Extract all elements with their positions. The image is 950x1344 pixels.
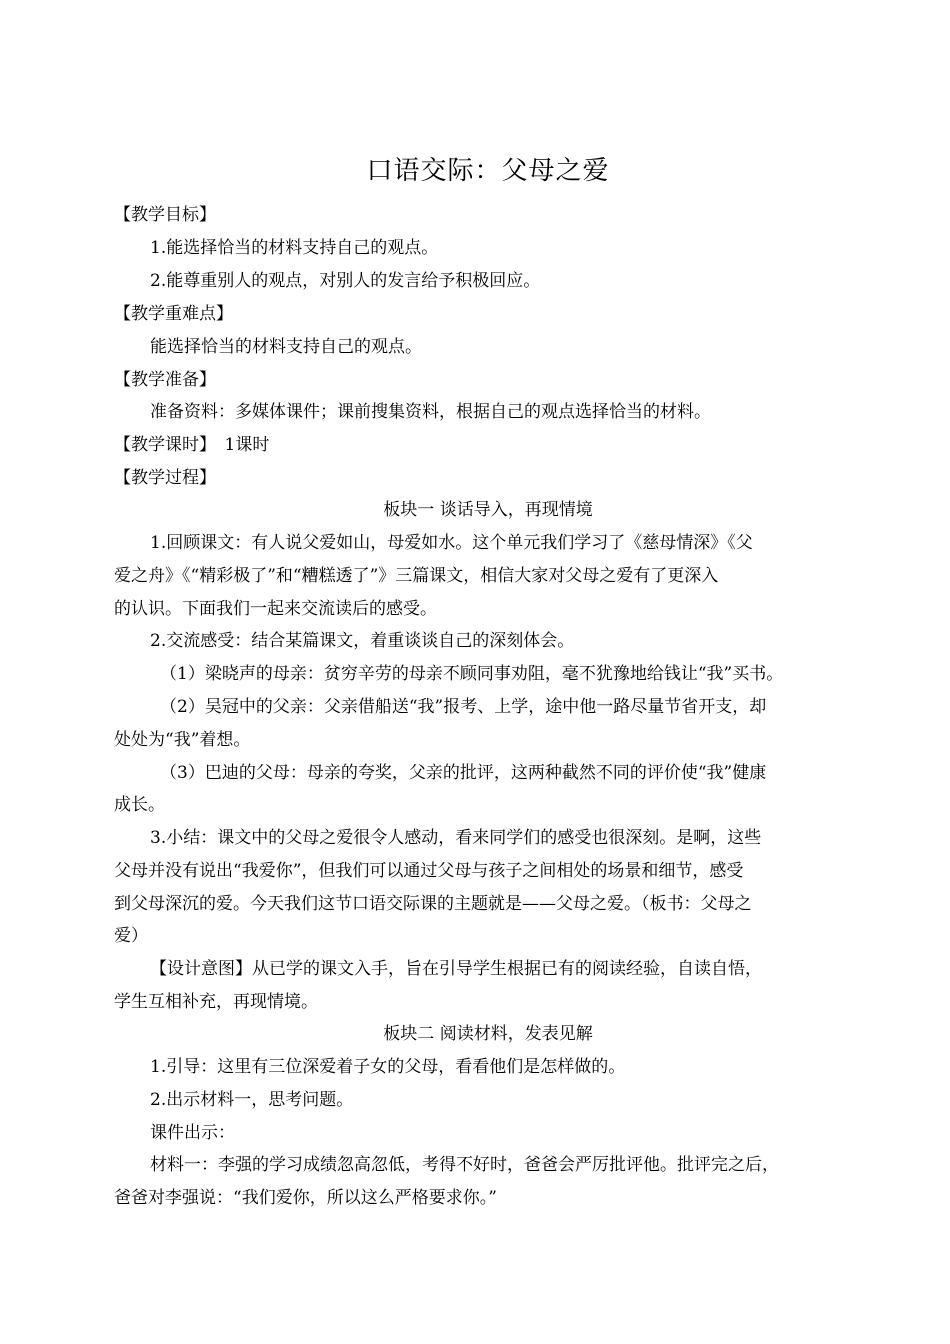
- design-intent: 【设计意图】从已学的课文入手，旨在引导学生根据已有的阅读经验，自读自悟，: [150, 959, 762, 979]
- goals-heading: 【教学目标】: [114, 205, 216, 225]
- key-points-text: 能选择恰当的材料支持自己的观点。: [150, 337, 422, 357]
- list-item: （2）吴冠中的父亲：父亲借船送“我”报考、上学，途中他一路尽量节省开支，却: [160, 697, 767, 717]
- block-1-summary-cont: 爱）: [114, 926, 148, 946]
- block-1-summary-cont: 到父母深沉的爱。今天我们这节口语交际课的主题就是——父母之爱。（板书：父母之: [114, 894, 752, 914]
- block-2-paragraph-2: 2.出示材料一，思考问题。: [150, 1090, 354, 1110]
- block-1-paragraph-1: 1.回顾课文：有人说父爱如山，母爱如水。这个单元我们学习了《慈母情深》《父: [150, 533, 753, 553]
- page-title: 口语交际：父母之爱: [366, 156, 610, 186]
- preparation-text: 准备资料：多媒体课件；课前搜集资料，根据自己的观点选择恰当的材料。: [150, 402, 711, 422]
- block-1-paragraph-1-cont: 爱之舟》《“精彩极了”和“糟糕透了”》三篇课文，相信大家对父母之爱有了更深入: [114, 566, 719, 586]
- block-1-summary-cont: 父母并没有说出“我爱你”，但我们可以通过父母与孩子之间相处的场景和细节，感受: [114, 861, 744, 881]
- block-2-paragraph-1: 1.引导：这里有三位深爱着子女的父母，看看他们是怎样做的。: [150, 1057, 626, 1077]
- goal-2: 2.能尊重别人的观点，对别人的发言给予积极回应。: [150, 271, 541, 291]
- material-1-cont: 爸爸对李强说：“我们爱你，所以这么严格要求你。”: [114, 1188, 497, 1208]
- block-2-heading: 板块二 阅读材料，发表见解: [383, 1024, 593, 1044]
- block-1-summary: 3.小结：课文中的父母之爱很令人感动，看来同学们的感受也很深刻。是啊，这些: [150, 828, 762, 848]
- goal-1: 1.能选择恰当的材料支持自己的观点。: [150, 238, 439, 258]
- process-heading: 【教学过程】: [114, 468, 216, 488]
- preparation-heading: 【教学准备】: [114, 370, 216, 390]
- block-2-paragraph-3: 课件出示：: [150, 1123, 235, 1143]
- key-points-heading: 【教学重难点】: [114, 304, 233, 324]
- list-item: （3）巴迪的父母：母亲的夸奖，父亲的批评，这两种截然不同的评价使“我”健康: [160, 763, 767, 783]
- material-1: 材料一：李强的学习成绩忽高忽低，考得不好时，爸爸会严厉批评他。批评完之后，: [150, 1155, 779, 1175]
- block-1-heading: 板块一 谈话导入，再现情境: [383, 500, 593, 520]
- list-item: （1）梁晓声的母亲：贫穷辛劳的母亲不顾同事劝阻，毫不犹豫地给钱让“我”买书。: [160, 664, 784, 684]
- lesson-time: 【教学课时】 1课时: [114, 435, 270, 455]
- list-item-cont: 成长。: [114, 795, 165, 815]
- block-1-paragraph-2: 2.交流感受：结合某篇课文，着重谈谈自己的深刻体会。: [150, 631, 575, 651]
- list-item-cont: 处处为“我”着想。: [114, 730, 251, 750]
- design-intent-cont: 学生互相补充，再现情境。: [114, 992, 318, 1012]
- block-1-paragraph-1-cont: 的认识。下面我们一起来交流读后的感受。: [114, 599, 437, 619]
